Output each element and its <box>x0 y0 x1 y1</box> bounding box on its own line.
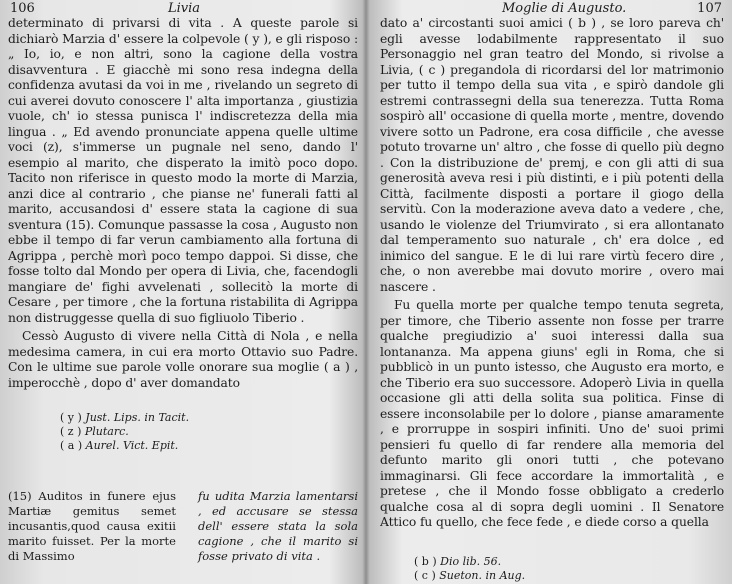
paragraph: Fu quella morte per qualche tempo tenuta segreta, per timore, che Tiberio assente non fosse per trarre qualche pregiudizio a' suoi interessi dalla sua lontananza. Ma appena giuns' egli in Roma, che si pubblicò in un punto istesso, che Augusto era morto, e che Tiberio era suo successore. Adoperò Livia in quella occasione gli atti della solita sua politica. Finse di essere inconsolabile per lo dolore , pianse amaramente , e prorruppe in sospiri infiniti. Uno de' suoi primi pensieri fu quello di far rendere alla memoria del defunto marito gli onori tutti , che potevano immaginarsi. Gli fece accordare la immortalità , e pretese , che il Mondo fosse obbligato a crederlo qualche cosa al di sopra degli uomini . Il Senatore Attico fu quello, che fece fede , e diede corso a quella <box>380 298 724 529</box>
left-page-body <box>8 16 358 391</box>
page-number: 107 <box>697 1 722 16</box>
footnote-italian: fu udita Marzia lamentarsi , ed accusare se stessa dell' essere stata la sola cagione , che il marito si fosse privato di vita . <box>198 489 358 563</box>
footnote <box>8 489 358 564</box>
note-mark: ( a ) <box>60 439 83 452</box>
note-mark: ( b ) <box>414 554 437 568</box>
running-title: Livia <box>168 1 201 16</box>
note-text: Plutarc. <box>84 425 129 438</box>
note <box>60 411 358 425</box>
right-page-header <box>380 0 724 16</box>
right-page <box>380 0 724 584</box>
note-text: Aurel. Vict. Epit. <box>85 439 179 452</box>
footnote-latin: (15) Auditos in funere ejus Martiæ gemitus semet incusantis,quod causa exitii marito fuisset. Per la morte di Massimo <box>8 489 176 563</box>
note-mark: ( c ) <box>414 568 436 582</box>
note-mark: ( y ) <box>60 411 82 424</box>
paragraph: dato a' circostanti suoi amici ( b ) , se loro pareva ch' egli avesse lodabilmente rappresentato il suo Personaggio nel gran teatro del Mondo, si rivolse a Livia, ( c ) pregandola di ricordarsi del lor matrimonio per tutto il tempo della sua vita , e spirò dandole gli estremi contrassegni della sua tenerezza. Tutta Roma sospirò all' occasione di quella morte , mentre, dovendo vivere sotto un Padrone, era cosa difficile , che avesse potuto trovarne un' altro , che fosse di quello più degno . Con la distribuzione de' premj, e con gli atti di sua generosità aveva resi i più distinti, e i più potenti della Città, facilmente disposti a portare il giogo della servitù. Con la moderazione aveva dato a vedere , che, usando le violenze del Triumvirato , si era allontanato dal temperamento suo naturale , ch' era dolce , ed inimico del sangue. E le di lui rare virtù fecero dire , che, o non averebbe mai dovuto morire , overo mai nascere . <box>380 16 724 294</box>
left-page-header <box>8 0 358 16</box>
note-text: Sueton. in Aug. <box>439 568 526 582</box>
page-number: 106 <box>10 1 35 16</box>
right-page-body <box>380 16 724 531</box>
note-mark: ( z ) <box>60 425 82 438</box>
note <box>60 439 358 453</box>
note-text: Just. Lips. in Tacit. <box>85 411 190 424</box>
running-title: Moglie di Augusto. <box>502 1 627 16</box>
note <box>60 425 358 439</box>
note-text: Dio lib. 56. <box>440 554 502 568</box>
marginal-notes <box>8 411 358 453</box>
note <box>414 555 724 569</box>
paragraph: Cessò Augusto di vivere nella Città di Nola , e nella medesima camera, in cui era morto Ottavio suo Padre. Con le ultime sue parole volle onorare sua moglie ( a ) , imperocchè , dopo d' aver domandato <box>8 329 358 390</box>
marginal-notes <box>380 555 724 583</box>
note <box>414 569 724 583</box>
paragraph: determinato di privarsi di vita . A queste parole si dichiarò Marzia d' essere la colpevole ( y ), e gli risposo : „ Io, io, e non altri, sono la cagione della vostra disavventura . E giacchè mi sono resa indegna della confidenza avutasi da voi in me , rivelando un segreto di cui averei dovuto conoscere l' alta importanza , giustizia vuole, ch' io stessa punisca l' indiscretezza della mia lingua . „ Ed avendo pronunciate appena quelle ultime voci (z), s'immerse un pugnale nel seno, dando l' esempio al marito, che disperato la imitò poco dopo. Tacito non riferisce in questo modo la morte di Marzia, anzi dice al contrario , che pianse ne' funerali fatti al marito, accusandosi d' essere stata la cagione di sua sventura (15). Comunque passasse la cosa , Augusto non ebbe il tempo di far verun cambiamento alla fortuna di Agrippa , perchè morì poco tempo dappoi. Si disse, che fosse tolto dal Mondo per opera di Livia, che, facendogli mangiare de' fighi avvelenati , sollecitò la morte di Cesare , per timore , che la fortuna ristabilita di Agrippa non distruggesse quella di suo figliuolo Tiberio . <box>8 16 358 325</box>
left-page <box>8 0 358 584</box>
